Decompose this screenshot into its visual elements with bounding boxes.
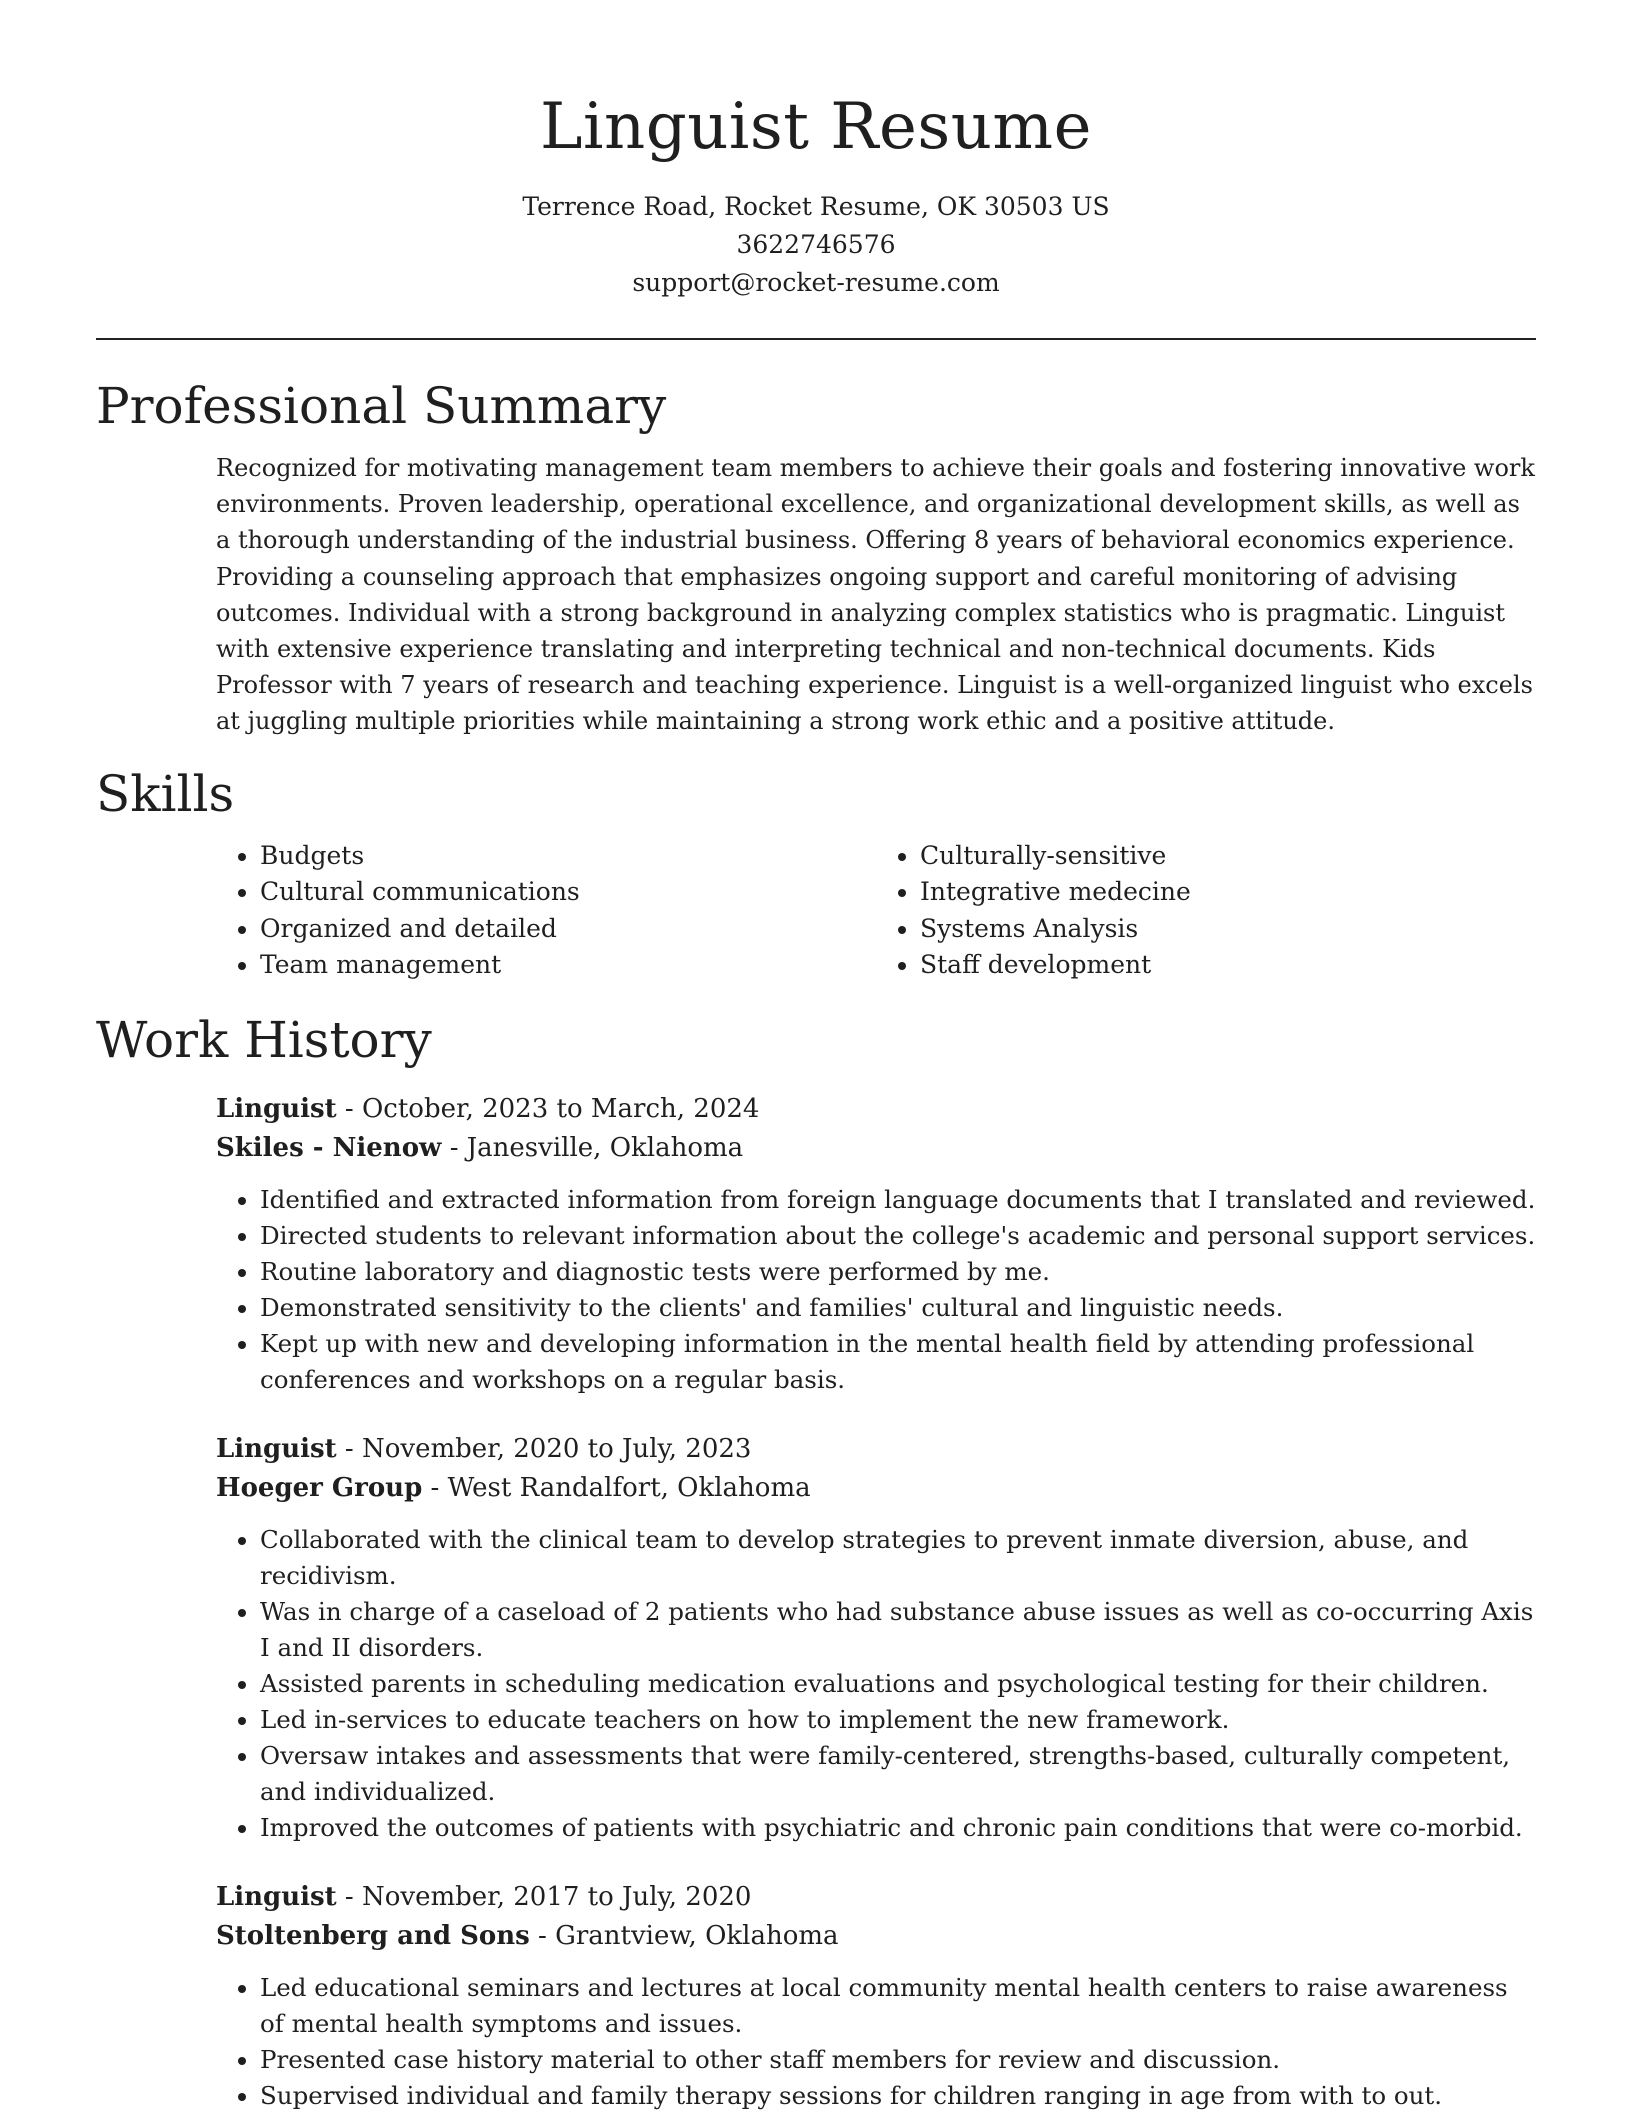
job-bullets <box>216 1522 1536 1846</box>
resume-title: Linguist Resume <box>540 90 1092 164</box>
job-bullet: • Collaborated with the clinical team to develop strategies to prevent inmate diversion, abuse, and recidivism. <box>260 1522 1536 1594</box>
job-title-line <box>216 1090 1536 1129</box>
job-bullet: • Routine laboratory and diagnostic tests were performed by me. <box>260 1254 1536 1290</box>
skill-item: • Culturally-sensitive <box>920 838 1536 875</box>
job-dates: - November, 2020 to July, 2023 <box>336 1433 752 1464</box>
job-entry <box>216 1430 1536 1846</box>
job-entry <box>216 1878 1536 2114</box>
job-dates: - November, 2017 to July, 2020 <box>336 1881 752 1912</box>
job-bullets <box>216 1182 1536 1398</box>
job-bullet: • Led in-services to educate teachers on how to implement the new framework. <box>260 1702 1536 1738</box>
job-bullets <box>216 1970 1536 2114</box>
skill-item: • Integrative medecine <box>920 874 1536 911</box>
job-role: Linguist <box>216 1093 337 1124</box>
section-title-summary: Professional Summary <box>96 377 667 435</box>
job-role: Linguist <box>216 1881 337 1912</box>
job-title-line <box>216 1430 1536 1469</box>
job-entry <box>216 1090 1536 1398</box>
job-company-line <box>216 1469 1536 1508</box>
contact-email: support@rocket-resume.com <box>632 268 1000 297</box>
job-bullet: • Led educational seminars and lectures at local community mental health centers to raise awareness of mental health symptoms and issues. <box>260 1970 1536 2042</box>
job-company-line <box>216 1129 1536 1168</box>
job-dates: - October, 2023 to March, 2024 <box>336 1093 760 1124</box>
job-company-line <box>216 1917 1536 1956</box>
section-title-work-history: Work History <box>96 1010 432 1069</box>
job-bullet: • Improved the outcomes of patients with psychiatric and chronic pain conditions that were co-morbid. <box>260 1810 1536 1846</box>
skills-column-right <box>876 838 1536 984</box>
contact-block <box>96 188 1536 302</box>
resume-header <box>96 0 1536 302</box>
job-bullet: • Demonstrated sensitivity to the clients' and families' cultural and linguistic needs. <box>260 1290 1536 1326</box>
skill-item: • Budgets <box>260 838 876 875</box>
header-divider <box>96 338 1536 340</box>
job-company: Stoltenberg and Sons <box>216 1920 530 1951</box>
skill-item: • Team management <box>260 947 876 984</box>
job-location: - Grantview, Oklahoma <box>529 1920 839 1951</box>
summary-text: Recognized for motivating management team members to achieve their goals and fostering innovative work environments. Proven leadership, operational excellence, and organizational development skills, as well as a thorough understanding of the industrial business. Offering 8 years of behavioral economics experience. Providing a counseling approach that emphasizes ongoing support and careful monitoring of advising outcomes. Individual with a strong background in analyzing complex statistics who is pragmatic. Linguist with extensive experience translating and interpreting technical and non-technical documents. Kids Professor with 7 years of research and teaching experience. Linguist is a well-organized linguist who excels at juggling multiple priorities while maintaining a strong work ethic and a positive attitude. <box>216 454 1535 736</box>
job-bullet: • Assisted parents in scheduling medication evaluations and psychological testing for their children. <box>260 1666 1536 1702</box>
job-bullet: • Supervised individual and family therapy sessions for children ranging in age from with to out. <box>260 2078 1536 2114</box>
section-title-skills: Skills <box>96 764 235 823</box>
skill-item: • Organized and detailed <box>260 911 876 948</box>
skills-column-left <box>216 838 876 984</box>
job-location: - West Randalfort, Oklahoma <box>422 1472 811 1503</box>
job-bullet: • Directed students to relevant information about the college's academic and personal support services. <box>260 1218 1536 1254</box>
job-role: Linguist <box>216 1433 337 1464</box>
job-bullet: • Presented case history material to other staff members for review and discussion. <box>260 2042 1536 2078</box>
job-company: Skiles - Nienow <box>216 1132 442 1163</box>
job-bullet: • Was in charge of a caseload of 2 patients who had substance abuse issues as well as co-occurring Axis I and II disorders. <box>260 1594 1536 1666</box>
contact-address: Terrence Road, Rocket Resume, OK 30503 US <box>522 192 1110 221</box>
skills-grid <box>216 838 1536 984</box>
skill-item: • Cultural communications <box>260 874 876 911</box>
skill-item: • Staff development <box>920 947 1536 984</box>
job-location: - Janesville, Oklahoma <box>441 1132 744 1163</box>
job-bullet: • Oversaw intakes and assessments that were family-centered, strengths-based, culturally competent, and individualized. <box>260 1738 1536 1810</box>
job-company: Hoeger Group <box>216 1472 423 1503</box>
skill-item: • Systems Analysis <box>920 911 1536 948</box>
job-bullet: • Identified and extracted information from foreign language documents that I translated and reviewed. <box>260 1182 1536 1218</box>
job-title-line <box>216 1878 1536 1917</box>
contact-phone: 3622746576 <box>736 230 896 259</box>
job-bullet: • Kept up with new and developing information in the mental health field by attending professional conferences and workshops on a regular basis. <box>260 1326 1536 1398</box>
